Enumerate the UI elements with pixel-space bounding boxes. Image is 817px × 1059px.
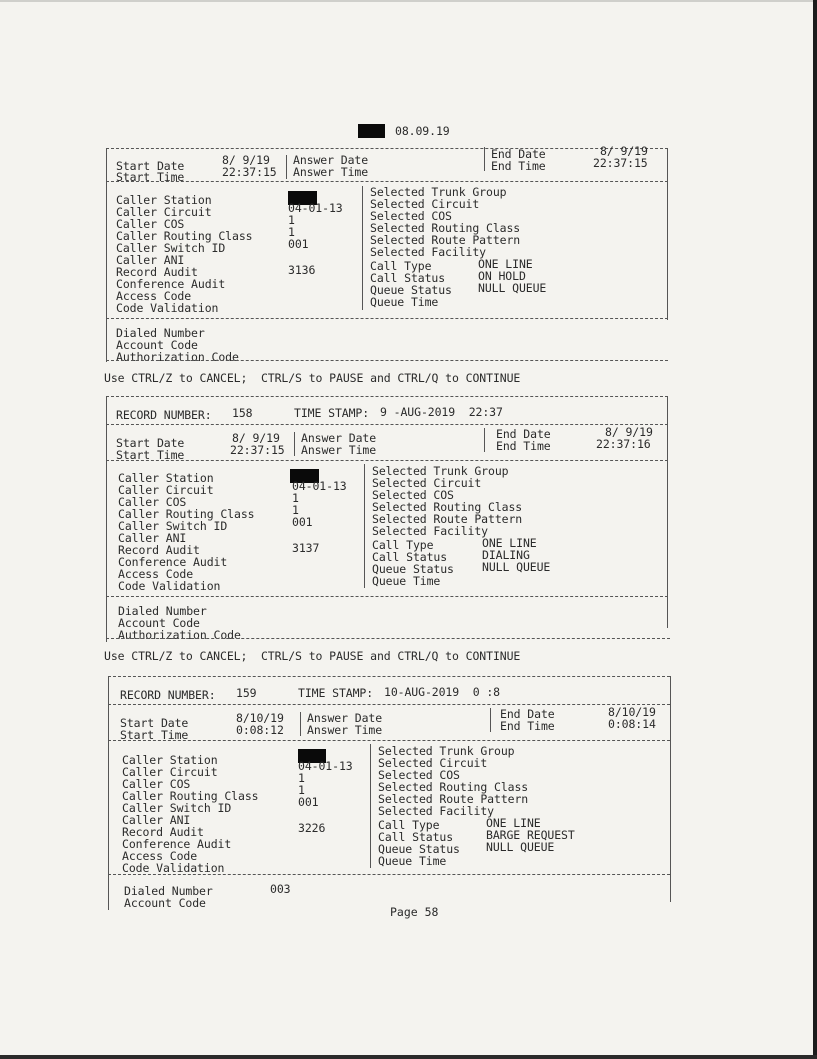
divider-bar (286, 155, 287, 179)
start-date-label: Start Date (116, 159, 185, 173)
caller-circuit-label: Caller Circuit (118, 483, 214, 497)
start-time-value: 22:37:15 (230, 443, 285, 457)
control-prompt: Use CTRL/Z to CANCEL; CTRL/S to PAUSE and CTRL/Q to CONTINUE (104, 649, 521, 663)
start-time-label: Start Time (120, 728, 189, 742)
selected-route-pattern-label: Selected Route Pattern (378, 792, 529, 806)
selected-circuit-label: Selected Circuit (370, 197, 480, 211)
end-date-value: 8/ 9/19 (605, 425, 653, 439)
control-prompt: Use CTRL/Z to CANCEL; CTRL/S to PAUSE and CTRL/Q to CONTINUE (104, 371, 521, 385)
call-status-label: Call Status (370, 271, 446, 285)
queue-status-label: Queue Status (372, 562, 454, 576)
record-audit-label: Record Audit (122, 825, 204, 839)
caller-station-label: Caller Station (122, 753, 218, 767)
code-validation-label: Code Validation (118, 579, 221, 593)
divider (106, 638, 670, 639)
caller-switch-id-label: Caller Switch ID (118, 519, 228, 533)
divider-bar (364, 464, 365, 588)
caller-switch-id-value: 001 (292, 515, 313, 529)
queue-status-value: NULL QUEUE (478, 281, 547, 295)
caller-switch-id-label: Caller Switch ID (122, 801, 232, 815)
time-stamp-label: TIME STAMP: (294, 406, 370, 420)
time-stamp-label: TIME STAMP: (298, 686, 374, 700)
caller-cos-value: 1 (298, 771, 305, 785)
divider-bar (300, 712, 301, 736)
end-time-value: 22:37:15 (593, 156, 648, 170)
call-type-value: ONE LINE (486, 816, 541, 830)
scan-edge-bottom (0, 1055, 817, 1059)
call-type-value: ONE LINE (478, 257, 533, 271)
selected-circuit-label: Selected Circuit (372, 476, 482, 490)
time-stamp-value: 10-AUG-2019 0 :8 (384, 685, 501, 699)
conference-audit-label: Conference Audit (116, 277, 226, 291)
selected-trunk-group-label: Selected Trunk Group (370, 185, 507, 199)
caller-routing-class-value: 1 (288, 225, 295, 239)
divider (106, 460, 668, 461)
end-date-label: End Date (491, 147, 546, 161)
scan-edge-top (0, 0, 817, 2)
selected-facility-label: Selected Facility (372, 524, 489, 538)
caller-switch-id-value: 001 (288, 237, 309, 251)
header-date: 08.09.19 (395, 124, 450, 138)
divider (108, 740, 670, 741)
divider-bar (490, 708, 491, 732)
scan-edge-right (813, 0, 817, 1059)
queue-time-label: Queue Time (378, 854, 447, 868)
end-date-label: End Date (500, 707, 555, 721)
selected-cos-label: Selected COS (370, 209, 452, 223)
record-audit-label: Record Audit (116, 265, 198, 279)
end-time-value: 0:08:14 (608, 717, 656, 731)
queue-status-label: Queue Status (370, 283, 452, 297)
answer-time-label: Answer Time (293, 165, 369, 179)
caller-cos-label: Caller COS (122, 777, 191, 791)
end-time-label: End Time (491, 159, 546, 173)
border-left (106, 396, 107, 642)
divider (106, 396, 668, 397)
start-time-label: Start Time (116, 170, 185, 184)
end-date-value: 8/10/19 (608, 705, 656, 719)
answer-time-label: Answer Time (307, 723, 383, 737)
selected-circuit-label: Selected Circuit (378, 756, 488, 770)
selected-routing-class-label: Selected Routing Class (378, 780, 529, 794)
authorization-code-label: Authorization Code (116, 350, 239, 364)
caller-circuit-value: 04-01-13 (298, 759, 353, 773)
queue-status-value: NULL QUEUE (486, 840, 555, 854)
caller-ani-label: Caller ANI (122, 813, 191, 827)
caller-routing-class-label: Caller Routing Class (118, 507, 255, 521)
selected-cos-label: Selected COS (378, 768, 460, 782)
selected-facility-label: Selected Facility (370, 245, 487, 259)
divider (106, 181, 668, 182)
border-right (667, 148, 668, 320)
start-date-value: 8/ 9/19 (222, 153, 270, 167)
caller-circuit-label: Caller Circuit (122, 765, 218, 779)
call-status-value: BARGE REQUEST (486, 828, 575, 842)
selected-trunk-group-label: Selected Trunk Group (372, 464, 509, 478)
account-code-label: Account Code (116, 338, 198, 352)
access-code-label: Access Code (118, 567, 194, 581)
conference-audit-label: Conference Audit (122, 837, 232, 851)
record-number-label: RECORD NUMBER: (116, 408, 212, 422)
caller-routing-class-value: 1 (298, 783, 305, 797)
caller-circuit-label: Caller Circuit (116, 205, 212, 219)
conference-audit-label: Conference Audit (118, 555, 228, 569)
caller-routing-class-label: Caller Routing Class (122, 789, 259, 803)
selected-facility-label: Selected Facility (378, 804, 495, 818)
start-time-value: 22:37:15 (222, 165, 277, 179)
caller-switch-id-value: 001 (298, 795, 319, 809)
divider-bar (484, 428, 485, 452)
selected-route-pattern-label: Selected Route Pattern (370, 233, 521, 247)
end-time-label: End Time (500, 719, 555, 733)
caller-routing-class-label: Caller Routing Class (116, 229, 253, 243)
selected-trunk-group-label: Selected Trunk Group (378, 744, 515, 758)
access-code-label: Access Code (116, 289, 192, 303)
divider (106, 596, 668, 597)
start-time-value: 0:08:12 (236, 723, 284, 737)
code-validation-label: Code Validation (116, 301, 219, 315)
answer-time-label: Answer Time (301, 443, 377, 457)
divider (106, 148, 668, 149)
record-number-value: 158 (232, 406, 253, 420)
account-code-label: Account Code (118, 616, 200, 630)
divider (106, 318, 668, 319)
account-code-label: Account Code (124, 896, 206, 910)
answer-date-label: Answer Date (301, 431, 377, 445)
start-date-label: Start Date (120, 716, 189, 730)
queue-time-label: Queue Time (370, 295, 439, 309)
start-date-value: 8/10/19 (236, 711, 284, 725)
start-time-label: Start Time (116, 448, 185, 462)
caller-ani-label: Caller ANI (116, 253, 185, 267)
dialed-number-label: Dialed Number (118, 604, 207, 618)
caller-cos-value: 1 (292, 491, 299, 505)
access-code-label: Access Code (122, 849, 198, 863)
caller-cos-value: 1 (288, 213, 295, 227)
authorization-code-label: Authorization Code (118, 628, 241, 642)
border-right (667, 396, 668, 628)
divider (108, 704, 670, 705)
dialed-number-value: 003 (270, 882, 291, 896)
divider (108, 676, 670, 677)
divider-bar (362, 186, 363, 310)
start-date-value: 8/ 9/19 (232, 431, 280, 445)
record-number-label: RECORD NUMBER: (120, 688, 216, 702)
divider-bar (484, 147, 485, 171)
call-type-value: ONE LINE (482, 536, 537, 550)
queue-status-value: NULL QUEUE (482, 560, 551, 574)
caller-cos-label: Caller COS (116, 217, 185, 231)
selected-routing-class-label: Selected Routing Class (372, 500, 523, 514)
selected-routing-class-label: Selected Routing Class (370, 221, 521, 235)
record-audit-value: 3136 (288, 263, 316, 277)
divider (106, 424, 668, 425)
call-status-label: Call Status (378, 830, 454, 844)
code-validation-label: Code Validation (122, 861, 225, 875)
end-time-value: 22:37:16 (596, 437, 651, 451)
dialed-number-label: Dialed Number (116, 326, 205, 340)
end-date-value: 8/ 9/19 (600, 144, 648, 158)
divider (108, 874, 670, 875)
caller-circuit-value: 04-01-13 (292, 479, 347, 493)
border-right (670, 676, 671, 902)
end-date-label: End Date (496, 427, 551, 441)
caller-routing-class-value: 1 (292, 503, 299, 517)
call-type-label: Call Type (378, 818, 440, 832)
end-time-label: End Time (496, 439, 551, 453)
queue-status-label: Queue Status (378, 842, 460, 856)
call-type-label: Call Type (372, 538, 434, 552)
divider-bar (370, 744, 371, 868)
caller-ani-label: Caller ANI (118, 531, 187, 545)
selected-cos-label: Selected COS (372, 488, 454, 502)
record-audit-value: 3137 (292, 541, 320, 555)
divider (106, 360, 668, 361)
caller-cos-label: Caller COS (118, 495, 187, 509)
dialed-number-label: Dialed Number (124, 884, 213, 898)
record-number-value: 159 (236, 686, 257, 700)
divider-bar (294, 432, 295, 456)
caller-circuit-value: 04-01-13 (288, 201, 343, 215)
page-number: Page 58 (390, 905, 439, 919)
record-audit-value: 3226 (298, 821, 326, 835)
caller-station-label: Caller Station (116, 193, 212, 207)
call-status-value: DIALING (482, 548, 530, 562)
selected-route-pattern-label: Selected Route Pattern (372, 512, 523, 526)
time-stamp-value: 9 -AUG-2019 22:37 (380, 405, 503, 419)
start-date-label: Start Date (116, 436, 185, 450)
call-status-label: Call Status (372, 550, 448, 564)
answer-date-label: Answer Date (293, 153, 369, 167)
redaction-box (358, 124, 385, 138)
caller-station-label: Caller Station (118, 471, 214, 485)
call-status-value: ON HOLD (478, 269, 526, 283)
queue-time-label: Queue Time (372, 574, 441, 588)
record-audit-label: Record Audit (118, 543, 200, 557)
answer-date-label: Answer Date (307, 711, 383, 725)
caller-switch-id-label: Caller Switch ID (116, 241, 226, 255)
call-type-label: Call Type (370, 259, 432, 273)
